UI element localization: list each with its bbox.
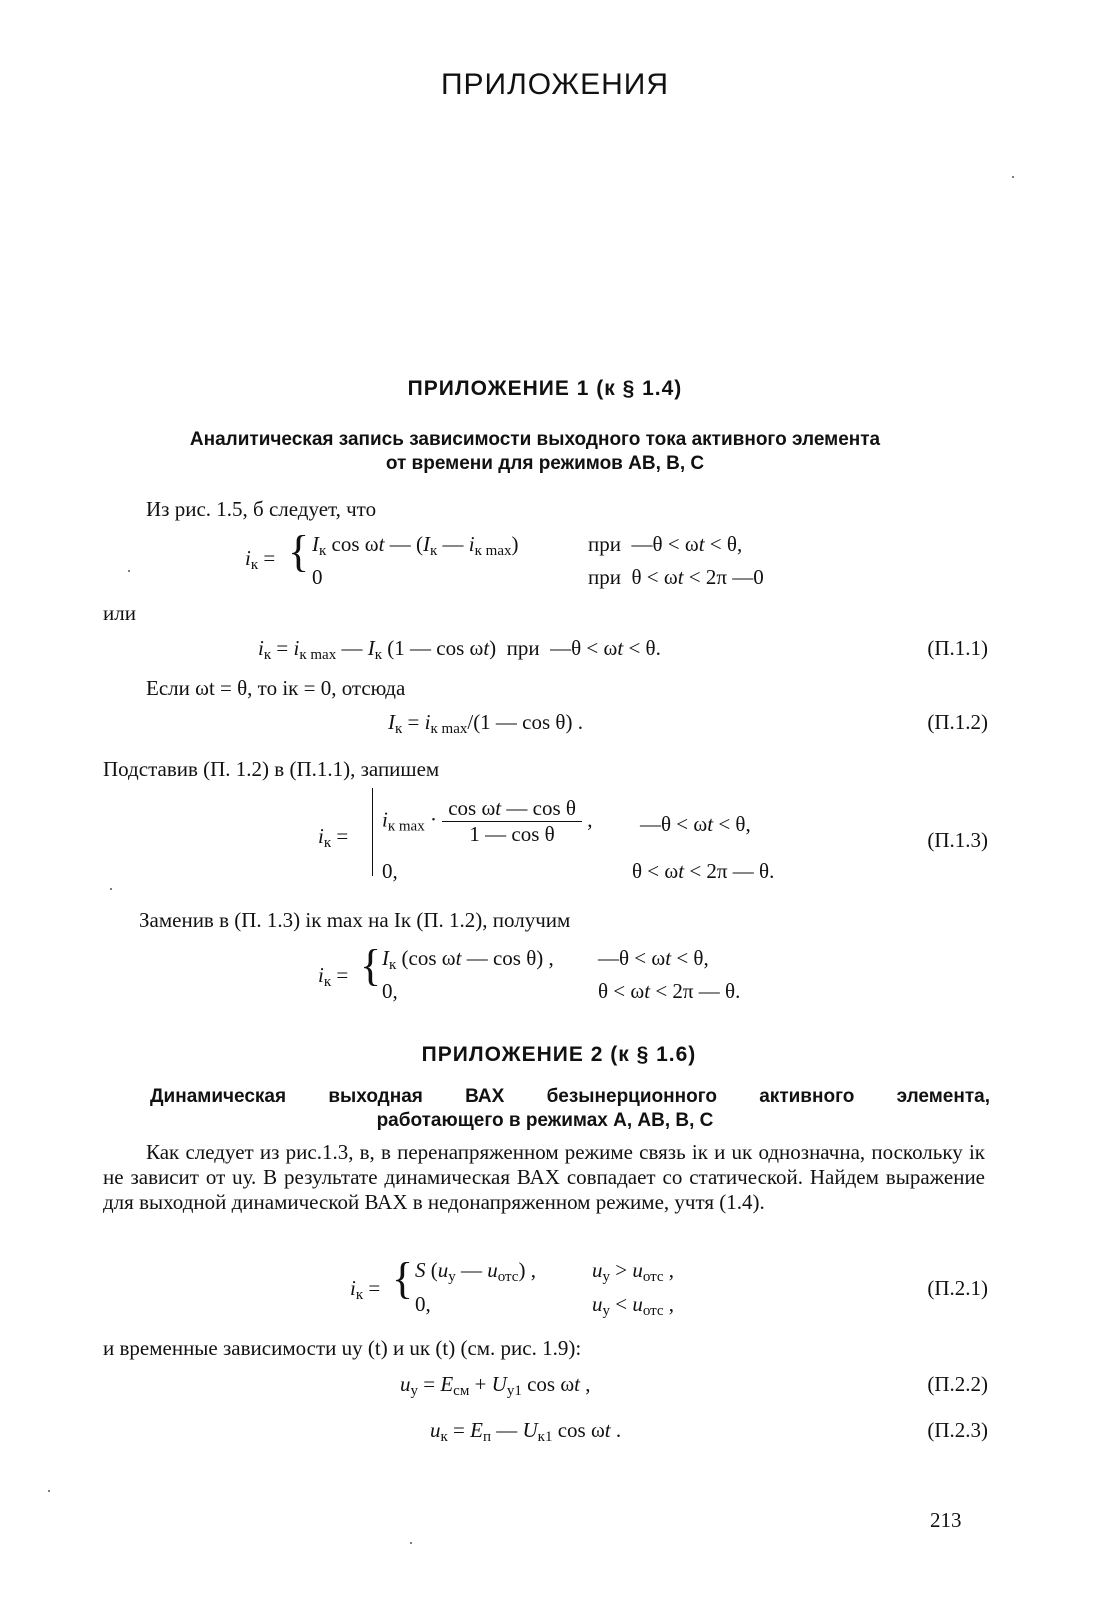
eq-number-p2-3: (П.2.3) xyxy=(927,1418,988,1442)
eq-number-p2-2: (П.2.2) xyxy=(927,1372,988,1396)
formula-p2-1-lhs: $i_к$ = xyxy=(350,1276,381,1303)
eq-number-p1-1: (П.1.1) xyxy=(927,636,988,660)
formula-piecewise-row2-cond: при θ < ωt < 2π —0 xyxy=(588,565,764,589)
or-word: или xyxy=(103,601,136,625)
formula-p1-3-row2-cond: θ < ωt < 2π — θ. xyxy=(632,859,775,883)
scan-speck xyxy=(410,1542,412,1544)
appendix2-paragraph: Как следует из рис.1.3, в, в перенапряженном режиме связь iк и uк однозначна, поскольку iк не зависит от uу. В результате динамическая ВАХ совпадает со статической. Найдем выражение для выходной динамической ВАХ в недонапряженном режиме, учтя (1.4). xyxy=(103,1140,985,1214)
formula-brace: { xyxy=(288,527,310,576)
eq-number-p1-2: (П.1.2) xyxy=(927,710,988,734)
formula-p2-1-row1-cond: $u_у > u_{отс}$ , xyxy=(592,1258,675,1285)
scan-speck xyxy=(1012,176,1014,178)
eq-number-p1-3: (П.1.3) xyxy=(927,828,988,852)
formula-piecewise-row1-cond: при —θ < ωt < θ, xyxy=(588,532,743,556)
formula-piecewise-row2: 0 xyxy=(312,565,323,589)
time-deps-text: и временные зависимости uу (t) и uк (t) (см. рис. 1.9): xyxy=(103,1336,582,1360)
scan-speck xyxy=(48,1490,50,1492)
formula-piecewise-ik-lhs: $i_к$ = xyxy=(245,546,276,573)
formula-p1-3-row2: 0, xyxy=(382,859,398,883)
scan-speck xyxy=(110,888,112,890)
formula-final-row1: $I_к$ (cos ωt — cos θ) , xyxy=(382,946,554,973)
appendix2-subtitle-line2: работающего в режимах А, АВ, В, С xyxy=(376,1110,714,1131)
formula-p1-2: $I_к = i_{к max}/(1$ — cos θ) . xyxy=(388,710,583,737)
substitute-text: Подставив (П. 1.2) в (П.1.1), запишем xyxy=(103,757,440,781)
formula-p2-2: $u_у = E_{см} + U_{у1}$ cos ωt , xyxy=(400,1372,591,1399)
eq-number-p2-1: (П.2.1) xyxy=(927,1276,988,1300)
formula-final-brace: { xyxy=(360,941,382,990)
formula-final-row1-cond: —θ < ωt < θ, xyxy=(598,946,709,970)
if-text: Если ωt = θ, то iк = 0, отсюда xyxy=(146,676,406,700)
formula-final-row2: 0, xyxy=(382,979,398,1003)
scan-speck xyxy=(128,570,130,572)
formula-final-lhs: $i_к$ = xyxy=(318,963,349,990)
formula-p2-1-row1: S ($u_у$ — $u_{отс}$) , xyxy=(415,1258,536,1285)
appendix2-heading: ПРИЛОЖЕНИЕ 2 (к § 1.6) xyxy=(421,1043,697,1066)
formula-p2-1-brace: { xyxy=(392,1254,414,1303)
page-number: 213 xyxy=(930,1508,962,1532)
formula-p2-3: $u_к = E_п$ — $U_{к1}$ cos ωt . xyxy=(430,1418,622,1445)
formula-p2-1-row2-cond: $u_у < u_{отс}$ , xyxy=(592,1292,675,1319)
chapter-title: ПРИЛОЖЕНИЯ xyxy=(440,68,670,101)
appendix1-heading: ПРИЛОЖЕНИЕ 1 (к § 1.4) xyxy=(407,377,683,400)
formula-p2-1-row2: 0, xyxy=(415,1292,431,1316)
appendix2-subtitle-line1: Динамическая выходная ВАХ безынерционного активного элемента, xyxy=(150,1086,990,1107)
formula-p1-3-row1-cond: —θ < ωt < θ, xyxy=(640,812,751,836)
formula-piecewise-row1: $I_к$ cos ωt — ($I_к$ — $i_{к max}$) xyxy=(312,532,519,559)
formula-p1-3-lhs: $i_к$ = xyxy=(318,824,349,851)
replace-text: Заменив в (П. 1.3) iк max на Iк (П. 1.2), получим xyxy=(139,908,571,932)
formula-p1-1: $i_к = i_{к max}$ — $I_к$ (1 — cos ωt) при —θ < ωt < θ. xyxy=(258,636,661,663)
appendix1-intro: Из рис. 1.5, б следует, что xyxy=(146,497,377,521)
appendix1-subtitle-line2: от времени для режимов АВ, В, С xyxy=(385,453,705,474)
formula-p1-3-row1: $i_{к max}$ · $\frac{\text{cos ωt — cos θ}}{\text{1 — cos θ}}$ , xyxy=(382,796,593,846)
appendix1-subtitle-line1: Аналитическая запись зависимости выходного тока активного элемента xyxy=(189,429,881,450)
formula-final-row2-cond: θ < ωt < 2π — θ. xyxy=(598,979,741,1003)
formula-p1-3-brace xyxy=(372,788,381,876)
